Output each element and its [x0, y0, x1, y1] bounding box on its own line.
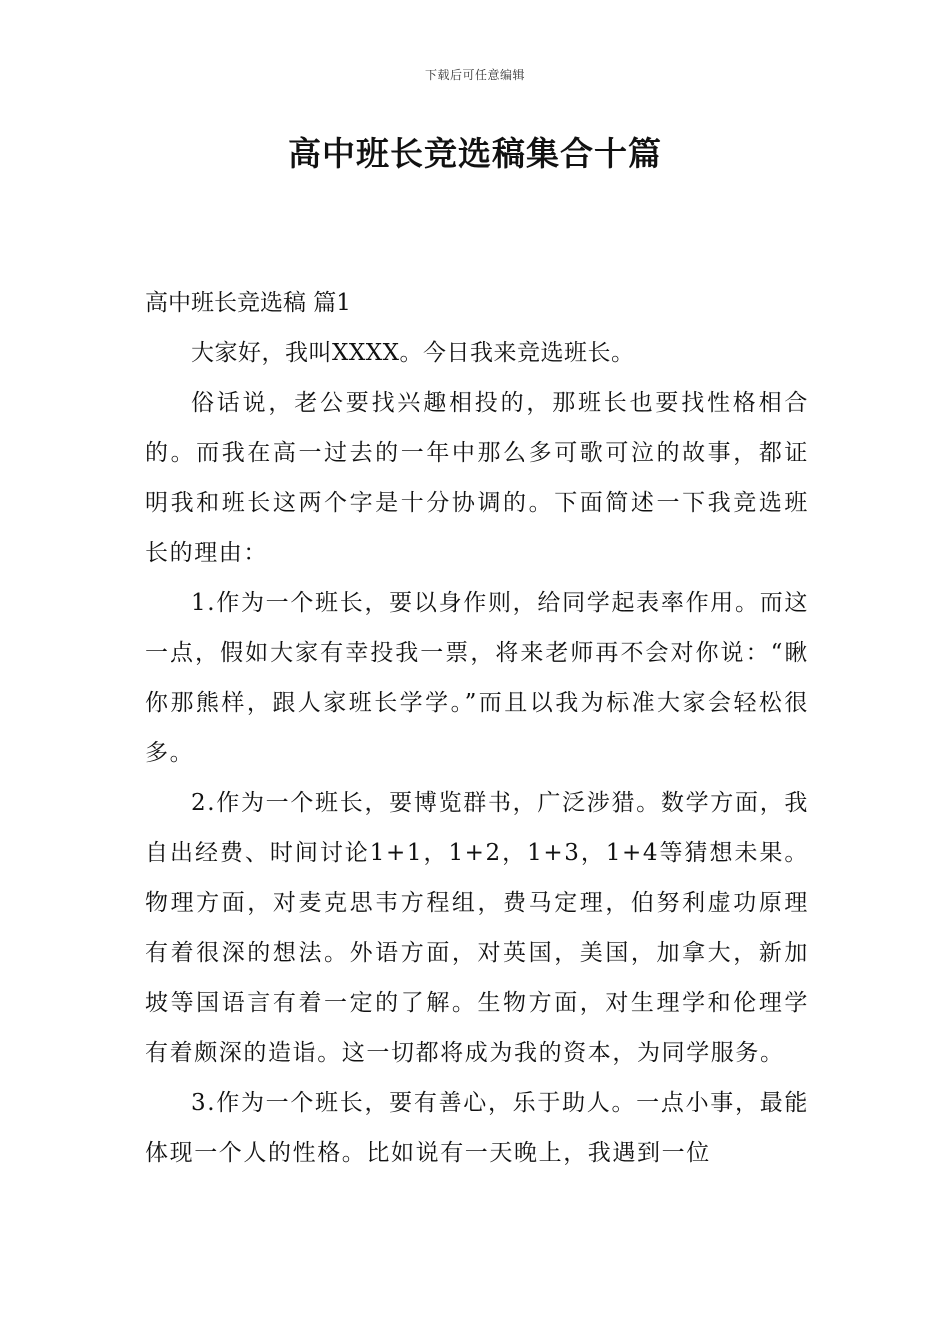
header-note: 下载后可任意编辑 [424, 68, 525, 82]
paragraph-reason-3: 3.作为一个班长，要有善心，乐于助人。一点小事，最能体现一个人的性格。比如说有一天晚上，我遇到一位 [145, 1090, 809, 1166]
section-heading: 高中班长竞选稿 篇1 [145, 290, 351, 316]
paragraph-intro: 俗话说，老公要找兴趣相投的，那班长也要找性格相合的。而我在高一过去的一年中那么多可歌可泣的故事，都证明我和班长这两个字是十分协调的。下面简述一下我竞选班长的理由： [145, 390, 809, 566]
paragraph-reason-1: 1.作为一个班长，要以身作则，给同学起表率作用。而这一点，假如大家有幸投我一票，将来老师再不会对你说：“瞅你那熊样，跟人家班长学学。”而且以我为标准大家会轻松很多。 [145, 590, 809, 766]
paragraph-greeting: 大家好，我叫XXXX。今日我来竞选班长。 [191, 340, 635, 366]
document-body [145, 278, 809, 1178]
document-title: 高中班长竞选稿集合十篇 [288, 134, 662, 173]
paragraph-reason-2: 2.作为一个班长，要博览群书，广泛涉猎。数学方面，我自出经费、时间讨论1+1，1+2，1+3，1+4等猜想未果。物理方面，对麦克思韦方程组，费马定理，伯努利虚功原理有着很深的想法。外语方面，对英国，美国，加拿大，新加坡等国语言有着一定的了解。生物方面，对生理学和伦理学有着颇深的造诣。这一切都将成为我的资本，为同学服务。 [145, 790, 809, 1066]
